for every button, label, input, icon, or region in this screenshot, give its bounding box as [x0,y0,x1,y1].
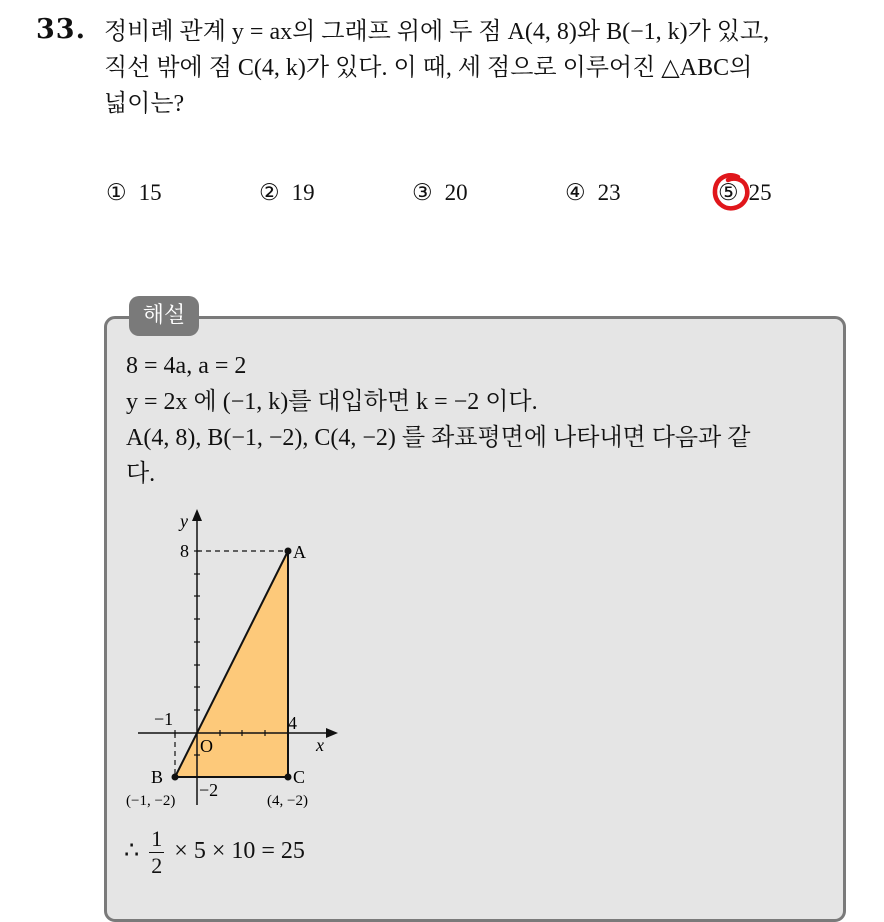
choice-3[interactable] [412,180,468,206]
point-c [285,774,292,781]
question-line-1: 정비례 관계 y = ax의 그래프 위에 두 점 A(4, 8)와 B(−1, k)가 있고, [104,19,770,45]
choice-3-value: 20 [444,180,468,205]
tick-label-y-neg2: −2 [199,780,219,800]
solution-line-1: 8 = 4a, a = 2 [126,353,247,379]
x-axis-label: x [316,735,324,755]
point-a-label: A [293,542,306,562]
fraction-half [149,826,164,879]
question-line-2: 직선 밖에 점 C(4, k)가 있다. 이 때, 세 점으로 이루어진 △ABC의 [104,55,753,81]
solution-line-4: 다. [126,461,156,487]
final-calculation [124,826,305,879]
point-b-label: B [151,767,164,787]
coordinate-graph [120,505,360,815]
fraction-denominator: 2 [151,853,163,878]
tick-label-x-neg1: −1 [154,709,174,729]
point-b [172,774,179,781]
choice-4[interactable] [565,180,621,206]
choice-3-mark: ③ [412,180,433,206]
choice-2-value: 19 [291,180,315,205]
question-line-3: 넓이는? [104,91,185,117]
point-a [285,548,292,555]
y-axis-arrow-icon [192,509,202,521]
y-axis-label: y [180,511,188,531]
choice-5-mark: ⑤ [718,180,739,206]
choice-1[interactable] [106,180,162,206]
solution-text [126,348,750,492]
final-expression: × 5 × 10 = 25 [174,838,305,865]
tick-label-y-8: 8 [180,541,189,561]
choice-1-mark: ① [106,180,127,206]
point-c-label: C [293,767,306,787]
choice-2[interactable] [259,180,315,206]
question-number: 33. [36,14,86,45]
solution-line-2: y = 2x 에 (−1, k)를 대입하면 k = −2 이다. [126,389,538,415]
question-text [104,14,874,122]
point-b-coord: (−1, −2) [126,793,176,809]
choice-5[interactable] [718,180,772,206]
choice-4-mark: ④ [565,180,586,206]
solution-tag: 해설 [129,296,199,336]
choice-4-value: 23 [597,180,621,205]
tick-label-x-4: 4 [288,713,297,733]
choice-5-value: 25 [748,180,772,205]
choice-2-mark: ② [259,180,280,206]
fraction-numerator: 1 [151,826,163,851]
choice-1-value: 15 [138,180,162,205]
solution-line-3: A(4, 8), B(−1, −2), C(4, −2) 를 좌표평면에 나타내면 다음과 같 [126,425,751,451]
therefore-symbol: ∴ [124,838,140,865]
x-axis-arrow-icon [326,728,338,738]
triangle-abc [175,551,288,777]
point-c-coord: (4, −2) [267,793,308,809]
origin-label: O [200,736,213,756]
